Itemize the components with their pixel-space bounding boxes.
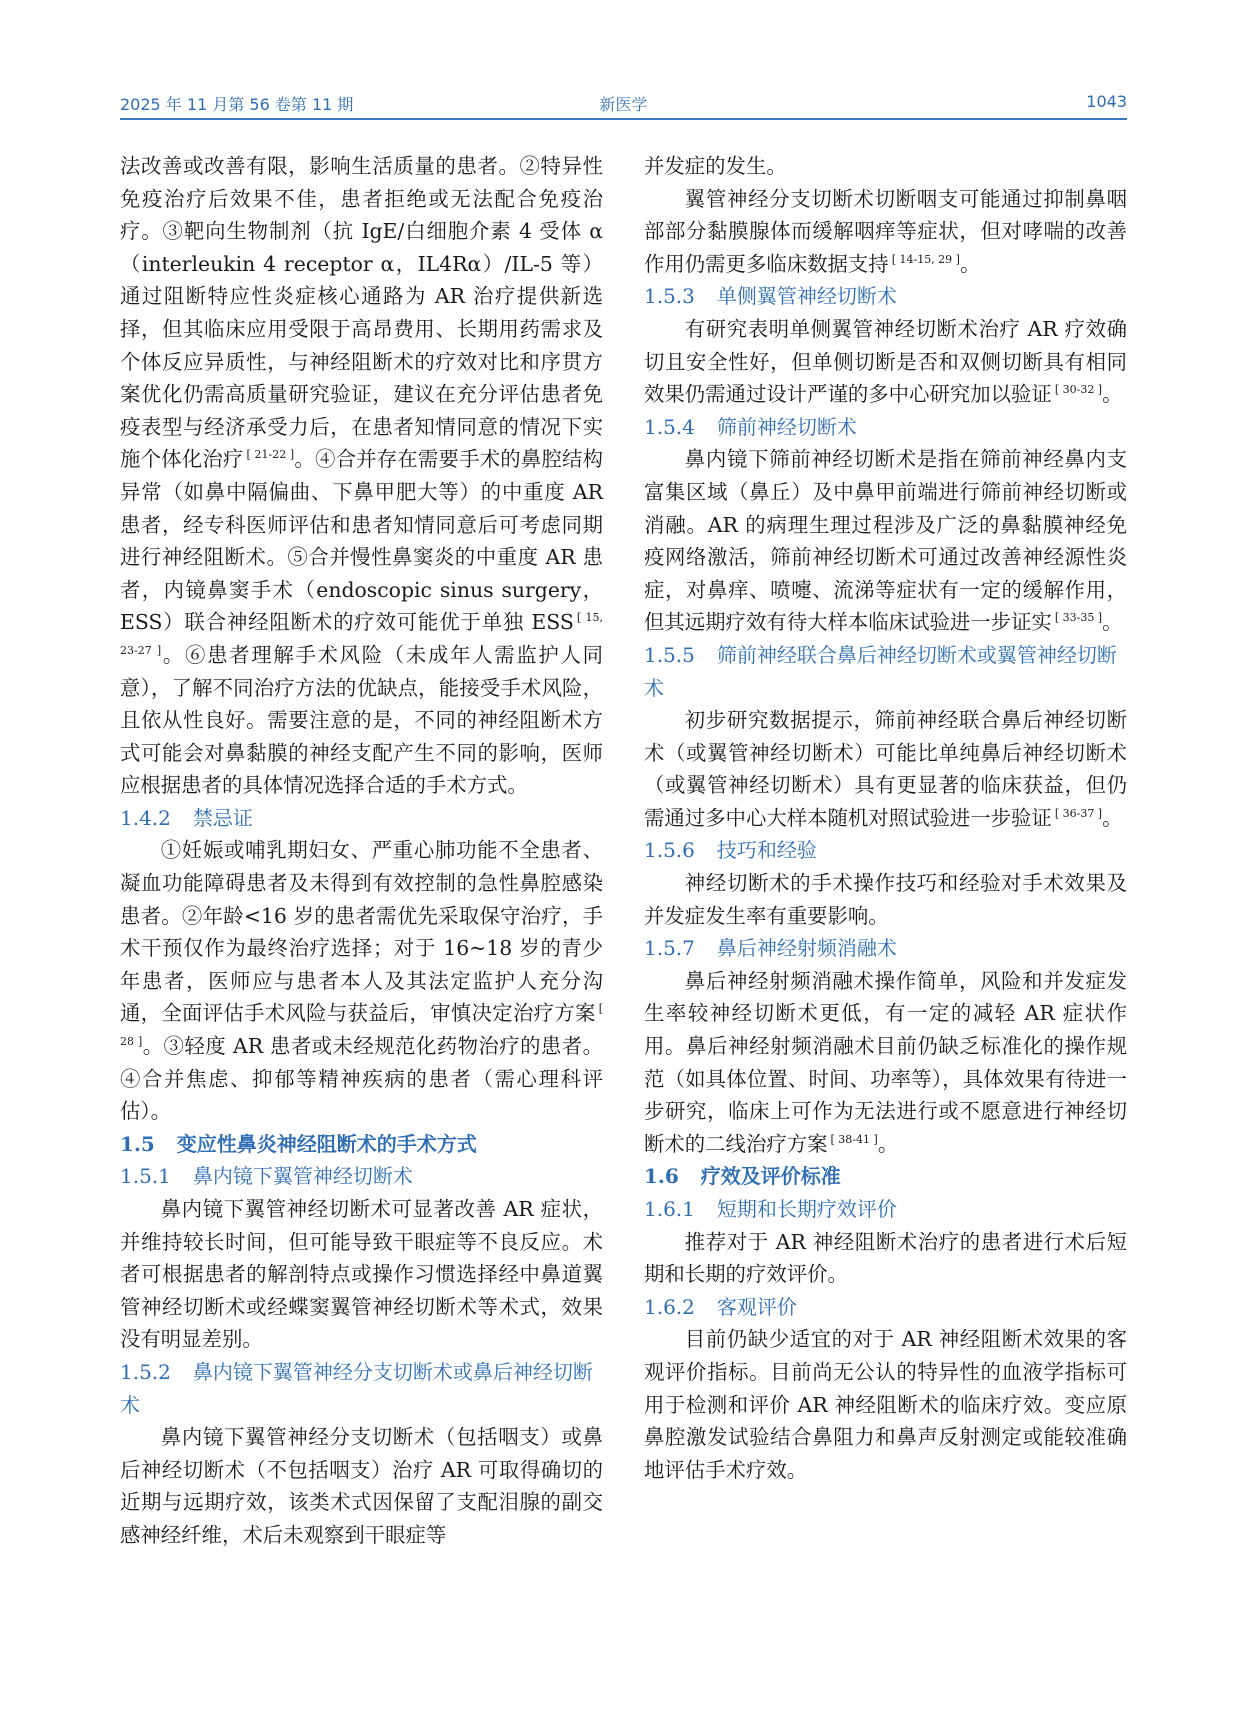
paragraph: 翼管神经分支切断术切断咽支可能通过抑制鼻咽部部分黏膜腺体而缓解咽痒等症状，但对哮喘的改善作用仍需更多临床数据支持 [ 14-15, 29 ]。	[644, 186, 1127, 276]
journal-name: 新医学	[599, 95, 648, 114]
citation: [ 36-37 ]	[1054, 806, 1103, 820]
paragraph: ①妊娠或哺乳期妇女、严重心肺功能不全患者、凝血功能障碍患者及未得到有效控制的急性鼻腔感染患者。②年龄<16 岁的患者需优先采取保守治疗，手术干预仅作为最终治疗选择；对于 16~18 岁的青少年患者，医师应与患者本人及其法定监护人充分沟通，全面评估手术风险与获益后，审慎决定治疗方案 [ 28 ]。③轻度 AR 患者或未经规范化药物治疗的患者。④合并焦虑、抑郁等精神疾病的患者（需心理科评估）。	[120, 838, 603, 1124]
left-column	[120, 150, 603, 1552]
paragraph: 有研究表明单侧翼管神经切断术治疗 AR 疗效确切且安全性好，但单侧切断是否和双侧切断具有相同效果仍需通过设计严谨的多中心研究加以验证 [ 30-32 ]。	[644, 316, 1127, 407]
paragraph: 鼻内镜下筛前神经切断术是指在筛前神经鼻内支富集区域（鼻丘）及中鼻甲前端进行筛前神经切断或消融。AR 的病理生理过程涉及广泛的鼻黏膜神经免疫网络激活，筛前神经切断术可通过改善神经源性炎症，对鼻痒、喷嚏、流涕等症状有一定的缓解作用，但其远期疗效有待大样本临床试验进一步证实 [ 33-35 ]。	[644, 447, 1127, 635]
section-heading-1-5-6: 1.5.6 技巧和经验	[644, 838, 817, 863]
paragraph: 初步研究数据提示，筛前神经联合鼻后神经切断术（或翼管神经切断术）可能比单纯鼻后神经切断术（或翼管神经切断术）具有更显著的临床获益，但仍需通过多中心大样本随机对照试验进一步验证 [ 36-37 ]。	[644, 708, 1127, 830]
section-heading-1-4-2: 1.4.2 禁忌证	[120, 805, 253, 830]
section-heading-1-5-2: 1.5.2 鼻内镜下翼管神经分支切断术或鼻后神经切断术	[120, 1359, 593, 1417]
paragraph: 并发症的发生。	[644, 154, 787, 178]
page-number: 1043	[1086, 92, 1127, 111]
citation: [ 33-35 ]	[1054, 611, 1103, 625]
section-heading-1-5: 1.5 变应性鼻炎神经阻断术的手术方式	[120, 1131, 477, 1156]
section-heading-1-6: 1.6 疗效及评价标准	[644, 1164, 841, 1189]
paragraph: 鼻后神经射频消融术操作简单，风险和并发症发生率较神经切断术更低，有一定的减轻 AR 症状作用。鼻后神经射频消融术目前仍缺乏标准化的操作规范（如具体位置、时间、功率等），具体效果有待进一步研究，临床上可作为无法进行或不愿意进行神经切断术的二线治疗方案 [ 38-41 ]。	[644, 968, 1127, 1156]
paragraph: 神经切断术的手术操作技巧和经验对手术效果及并发症发生率有重要影响。	[644, 871, 1127, 928]
paragraph: 目前仍缺少适宜的对于 AR 神经阻断术效果的客观评价指标。目前尚无公认的特异性的血液学指标可用于检测和评价 AR 神经阻断术的临床疗效。变应原鼻腔激发试验结合鼻阻力和鼻声反射测定或能较准确地评估手术疗效。	[644, 1327, 1127, 1482]
citation: [ 28 ]	[120, 1002, 603, 1049]
section-heading-1-5-5: 1.5.5 筛前神经联合鼻后神经切断术或翼管神经切断术	[644, 642, 1117, 700]
issue-info: 2025 年 11 月第 56 卷第 11 期	[120, 95, 354, 114]
paragraph: 法改善或改善有限，影响生活质量的患者。②特异性免疫治疗后效果不佳，患者拒绝或无法配合免疫治疗。③靶向生物制剂（抗 IgE/白细胞介素 4 受体 α（interleukin 4 receptor α，IL4Rα）/IL-5 等）通过阻断特应性炎症核心通路为 AR 治疗提供新选择，但其临床应用受限于高昂费用、长期用药需求及个体反应异质性，与神经阻断术的疗效对比和序贯方案优化仍需高质量研究验证，建议在充分评估患者免疫表型与经济承受力后，在患者知情同意的情况下实施个体化治疗 [ 21-22 ]。④合并存在需要手术的鼻腔结构异常（如鼻中隔偏曲、下鼻甲肥大等）的中重度 AR 患者，经专科医师评估和患者知情同意后可考虑同期进行神经阻断术。⑤合并慢性鼻窦炎的中重度 AR 患者，内镜鼻窦手术（endoscopic sinus surgery，ESS）联合神经阻断术的疗效可能优于单独 ESS [ 15, 23-27 ]。⑥患者理解手术风险（未成年人需监护人同意），了解不同治疗方法的优缺点，能接受手术风险，且依从性良好。需要注意的是，不同的神经阻断术方式可能会对鼻黏膜的神经支配产生不同的影响，医师应根据患者的具体情况选择合适的手术方式。	[120, 154, 604, 798]
section-heading-1-5-1: 1.5.1 鼻内镜下翼管神经切断术	[120, 1164, 413, 1189]
section-heading-1-5-3: 1.5.3 单侧翼管神经切断术	[644, 284, 897, 309]
citation: [ 38-41 ]	[830, 1132, 878, 1146]
section-heading-1-5-4: 1.5.4 筛前神经切断术	[644, 414, 857, 439]
paragraph: 鼻内镜下翼管神经切断术可显著改善 AR 症状，并维持较长时间，但可能导致干眼症等不良反应。术者可根据患者的解剖特点或操作习惯选择经中鼻道翼管神经切断术或经蝶窦翼管神经切断术等术式，效果没有明显差别。	[120, 1197, 603, 1352]
section-heading-1-5-7: 1.5.7 鼻后神经射频消融术	[644, 936, 897, 961]
section-heading-1-6-2: 1.6.2 客观评价	[644, 1294, 797, 1319]
paragraph: 推荐对于 AR 神经阻断术治疗的患者进行术后短期和长期的疗效评价。	[644, 1229, 1127, 1287]
citation: [ 14-15, 29 ]	[891, 252, 960, 266]
citation: [ 21-22 ]	[246, 448, 295, 462]
citation: [ 15, 23-27 ]	[120, 611, 603, 657]
paragraph: 鼻内镜下翼管神经分支切断术（包括咽支）或鼻后神经切断术（不包括咽支）治疗 AR 可取得确切的近期与远期疗效，该类术式因保留了支配泪腺的副交感神经纤维，术后未观察到干眼症等	[120, 1425, 603, 1547]
right-column	[644, 150, 1127, 1486]
page-header	[120, 88, 1127, 120]
citation: [ 30-32 ]	[1054, 383, 1103, 397]
section-heading-1-6-1: 1.6.1 短期和长期疗效评价	[644, 1197, 897, 1221]
